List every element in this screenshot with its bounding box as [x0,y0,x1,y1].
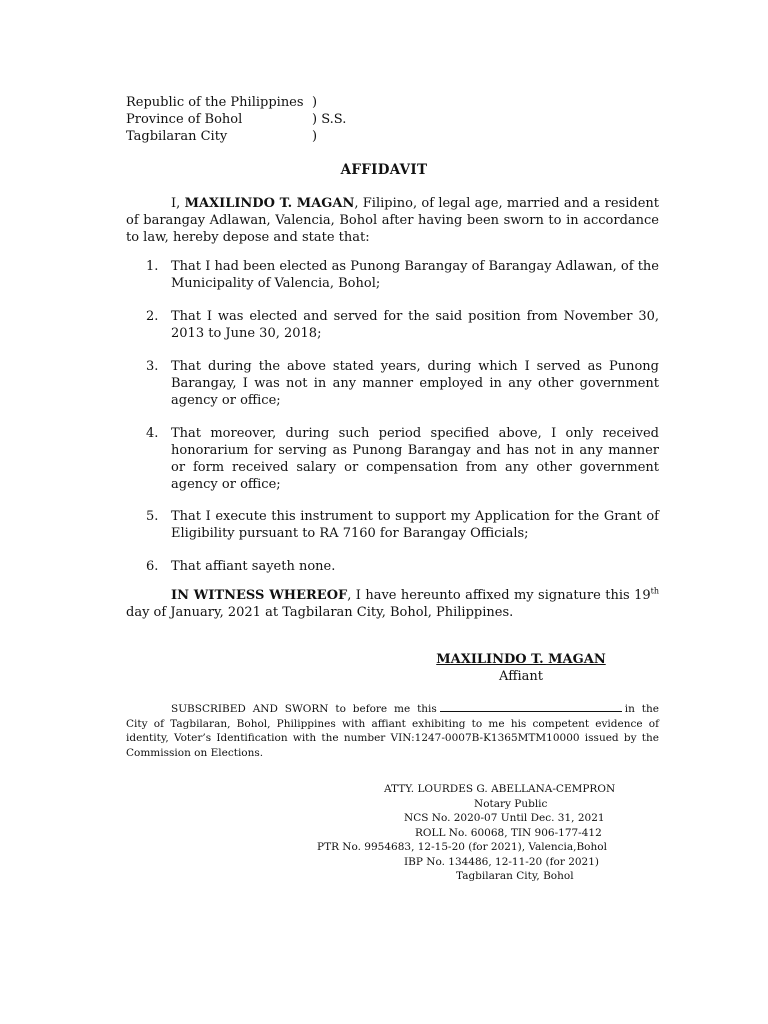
witness-lead: IN WITNESS WHEREOF [171,588,348,603]
intro-paragraph [126,195,659,246]
venue-country: Republic of the Philippines [126,95,304,110]
item-text: That I execute this instrument to support my Application for the Grant of Eligibility pursuant to RA 7160 for Barangay Officials; [171,509,659,541]
item-text: That affiant sayeth none. [171,559,336,574]
intro-text: , Filipino, of legal age, married and a resident of barangay Adlawan, Valencia, Bohol after having been sworn to in accordance to law, hereby depose and state that: [126,196,659,245]
notary-line [290,826,670,841]
venue-block [126,94,386,145]
list-item [146,308,659,342]
notary-line [290,797,670,812]
intro-prefix: I, [171,196,185,211]
affiant-name: MAXILINDO T. MAGAN [436,652,606,667]
venue-line [126,111,386,128]
item-number: 1. [146,259,159,274]
list-item [146,258,659,292]
venue-city: Tagbilaran City [126,129,228,144]
list-item [146,425,659,493]
item-text: That during the above stated years, during which I served as Punong Barangay, I was not in any manner employed in any other government agency or office; [171,359,659,408]
jurat-text [126,702,659,760]
item-text: That I had been elected as Punong Barangay of Barangay Adlawan, of the Municipality of Valencia, Bohol; [171,259,659,291]
notary-ibp: IBP No. 134486, 12-11-20 (for 2021) [404,855,600,868]
document-title: AFFIDAVIT [340,162,428,178]
notary-line [290,811,670,826]
item-number: 4. [146,426,159,441]
affiant-role: Affiant [499,669,543,684]
notary-ptr: PTR No. 9954683, 12-15-20 (for 2021), Valencia,Bohol [317,841,607,853]
jurat-paragraph [126,702,659,760]
jurat-lead: SUBSCRIBED AND SWORN to before me this [171,703,437,715]
item-number: 6. [146,559,159,574]
item-number: 5. [146,509,159,524]
notary-name: ATTY. LOURDES G. ABELLANA-CEMPRON [384,783,616,795]
venue-ss-mark: ) S.S. [312,112,347,127]
notary-title: Notary Public [474,797,548,810]
list-item [146,358,659,409]
notary-line [290,855,670,870]
venue-province: Province of Bohol [126,112,243,127]
item-text: That moreover, during such period specified above, I only received honorarium for serving as Punong Barangay and has not in any manner or form received salary or compensation from any other government agency or office; [171,426,659,492]
witness-paragraph [126,587,659,621]
item-text: That I was elected and served for the said position from November 30, 2013 to June 30, 2018; [171,309,659,341]
notary-location: Tagbilaran City, Bohol [456,870,574,882]
notary-commission: NCS No. 2020-07 Until Dec. 31, 2021 [404,812,605,824]
date-blank-line [440,702,622,712]
affiant-name-inline: MAXILINDO T. MAGAN [184,196,355,211]
item-number: 3. [146,359,159,374]
venue-line [126,128,386,145]
list-item [146,508,659,542]
signature-block [421,651,621,685]
notary-line [290,782,670,797]
jurat-rest: in the City of Tagbilaran, Bohol, Philippines with affiant exhibiting to me his competent evidence of identity, Voter’s Identification with the number VIN:1247-0007B-K1365MTM10000 issued by the Commission on Elections. [126,703,659,759]
notary-line [290,869,670,884]
witness-date-text: day of January, 2021 at Tagbilaran City, Bohol, Philippines. [126,605,514,620]
notary-roll: ROLL No. 60068, TIN 906-177-412 [415,826,602,839]
notary-line [290,840,670,855]
ordinal-suffix: th [650,586,659,596]
venue-line [126,94,386,111]
venue-bracket: ) [312,129,318,144]
notary-block [290,782,670,884]
item-number: 2. [146,309,159,324]
witness-text: , I have hereunto affixed my signature this 19 [347,588,651,603]
venue-bracket: ) [312,95,318,110]
list-item [146,558,659,575]
